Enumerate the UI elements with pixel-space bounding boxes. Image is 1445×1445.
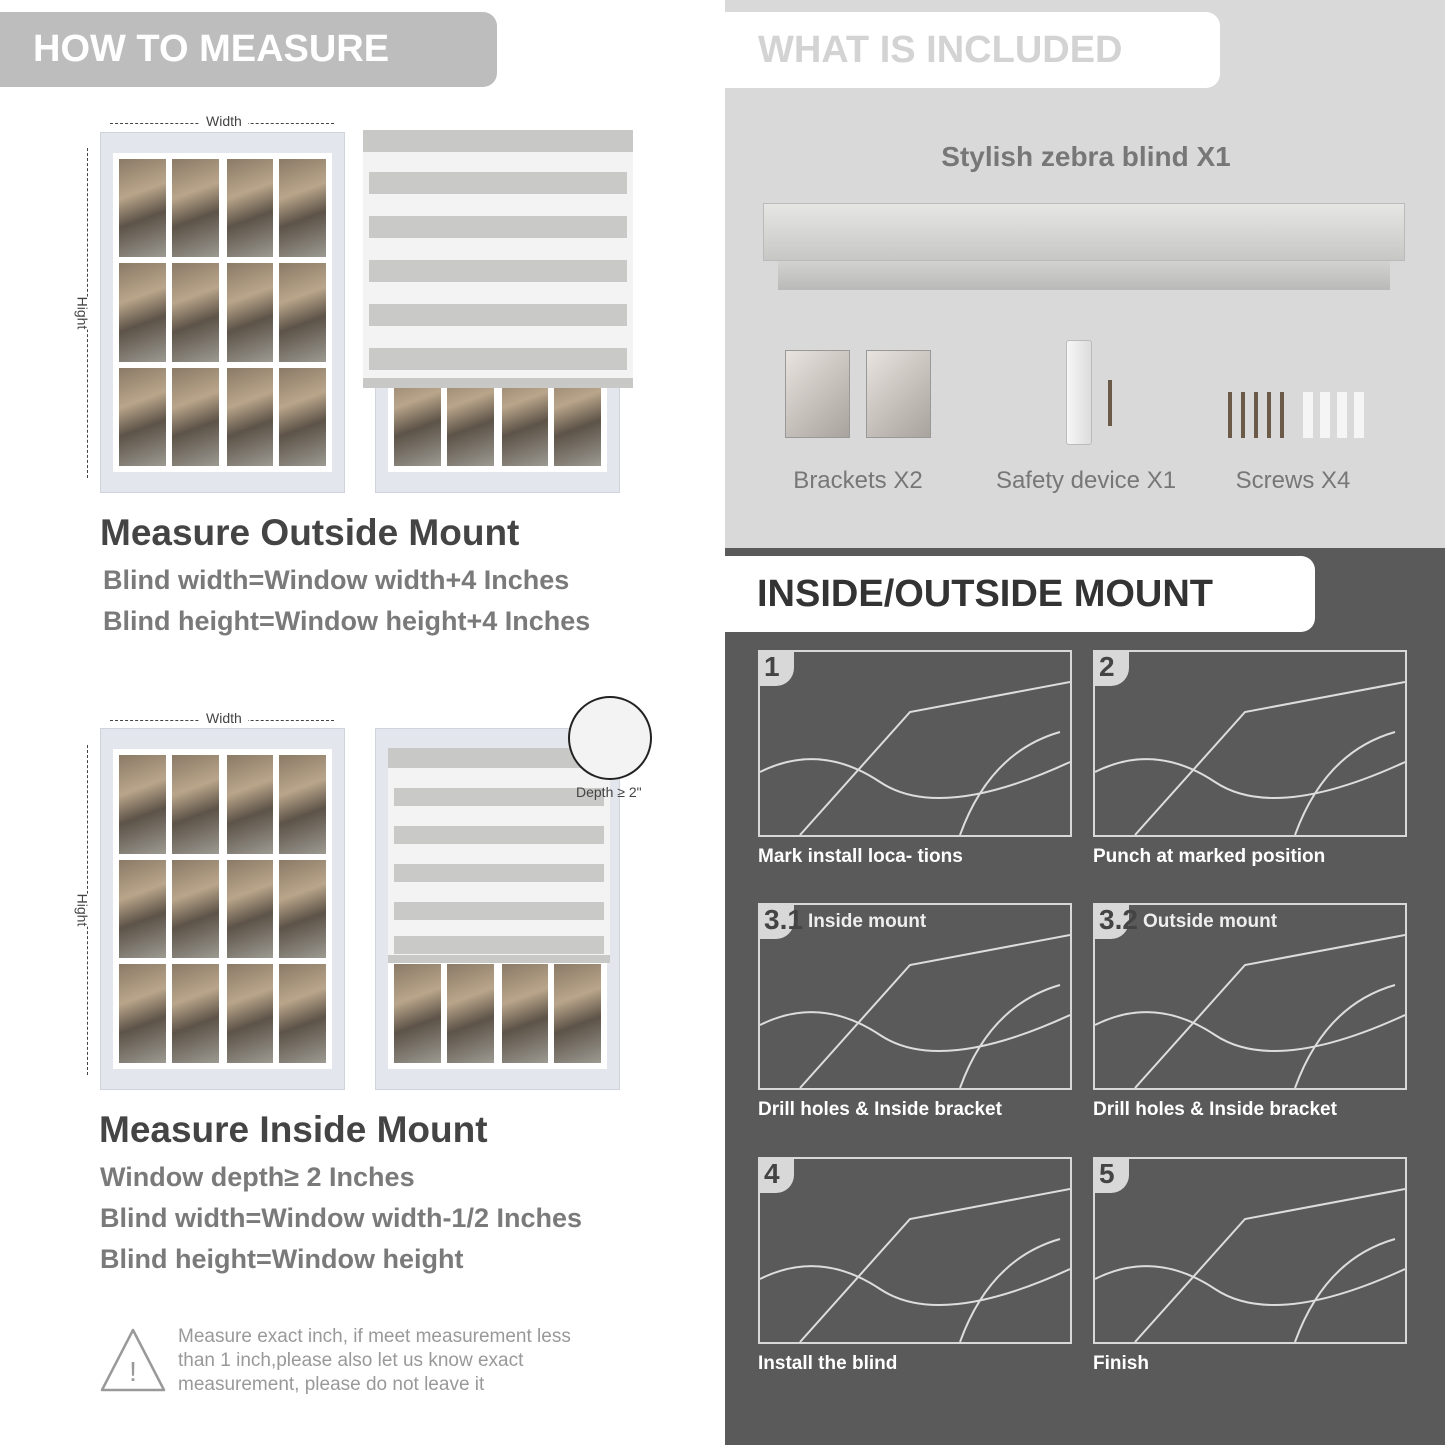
warning-line: measurement, please do not leave it [178, 1374, 485, 1395]
blind-bottomrail-image [778, 261, 1390, 290]
line-drawing-icon [1095, 1159, 1405, 1342]
window-image [100, 728, 345, 1090]
step-illustration [758, 1157, 1072, 1344]
step-illustration [758, 903, 1072, 1090]
width-label: Width [200, 710, 248, 726]
mount-header [725, 556, 1315, 632]
step-caption: Drill holes & Inside bracket [758, 1099, 1002, 1120]
step-title: Outside mount [1143, 911, 1278, 932]
header-text: INSIDE/OUTSIDE MOUNT [757, 572, 1214, 615]
inside-mount-title: Measure Inside Mount [99, 1109, 488, 1150]
main-item-label: Stylish zebra blind X1 [941, 141, 1231, 172]
zebra-blind-image [363, 130, 633, 388]
line-drawing-icon [1095, 652, 1405, 835]
step-title: Inside mount [808, 911, 927, 932]
step-caption: Drill holes & Inside bracket [1093, 1099, 1337, 1120]
screws-image [1228, 392, 1286, 438]
window-image [100, 132, 345, 493]
step-number: 3.1 [758, 903, 794, 939]
step-illustration [1093, 1157, 1407, 1344]
header-text: WHAT IS INCLUDED [758, 28, 1123, 71]
inside-mount-line: Blind width=Window width-1/2 Inches [100, 1203, 583, 1233]
depth-magnifier-circle [568, 696, 652, 780]
included-item-label: Safety device X1 [995, 467, 1177, 494]
included-item-label: Screws X4 [1235, 467, 1351, 494]
inside-mount-line: Window depth≥ 2 Inches [100, 1162, 415, 1192]
step-number: 4 [758, 1157, 794, 1193]
line-drawing-icon [760, 1159, 1070, 1342]
warning-line: Measure exact inch, if meet measurement less [178, 1326, 571, 1347]
height-label: Hight [74, 893, 91, 927]
width-label: Width [200, 113, 248, 129]
step-caption: Finish [1093, 1353, 1149, 1374]
included-header [725, 12, 1220, 88]
step-caption: Mark install loca- tions [758, 846, 963, 867]
outside-mount-title: Measure Outside Mount [100, 512, 520, 553]
zebra-blind-image [388, 748, 610, 963]
step-illustration [1093, 650, 1407, 837]
step-caption: Install the blind [758, 1353, 898, 1374]
bracket-image [866, 350, 931, 438]
how-to-measure-header [0, 12, 497, 87]
warning-line: than 1 inch,please also let us know exact [178, 1350, 524, 1371]
included-item-label: Brackets X2 [793, 467, 923, 494]
inside-mount-line: Blind height=Window height [100, 1244, 464, 1274]
step-illustration [1093, 903, 1407, 1090]
step-caption: Punch at marked position [1093, 846, 1326, 867]
line-drawing-icon [760, 652, 1070, 835]
svg-text:!: ! [129, 1356, 137, 1387]
step-number: 1 [758, 650, 794, 686]
safety-device-image [1066, 340, 1092, 445]
warning-icon [98, 1326, 168, 1396]
step-number: 2 [1093, 650, 1129, 686]
blind-headrail-image [763, 203, 1405, 261]
step-number: 5 [1093, 1157, 1129, 1193]
header-text: HOW TO MEASURE [33, 28, 390, 70]
included-section [725, 0, 1445, 548]
outside-mount-line: Blind width=Window width+4 Inches [103, 565, 570, 595]
step-illustration [758, 650, 1072, 837]
screw-image [1108, 380, 1112, 426]
height-label: Hight [74, 296, 91, 330]
outside-mount-line: Blind height=Window height+4 Inches [103, 606, 591, 636]
wall-anchors-image [1303, 392, 1367, 438]
depth-label: Depth ≥ 2" [576, 784, 642, 800]
step-number: 3.2 [1093, 903, 1129, 939]
bracket-image [785, 350, 850, 438]
